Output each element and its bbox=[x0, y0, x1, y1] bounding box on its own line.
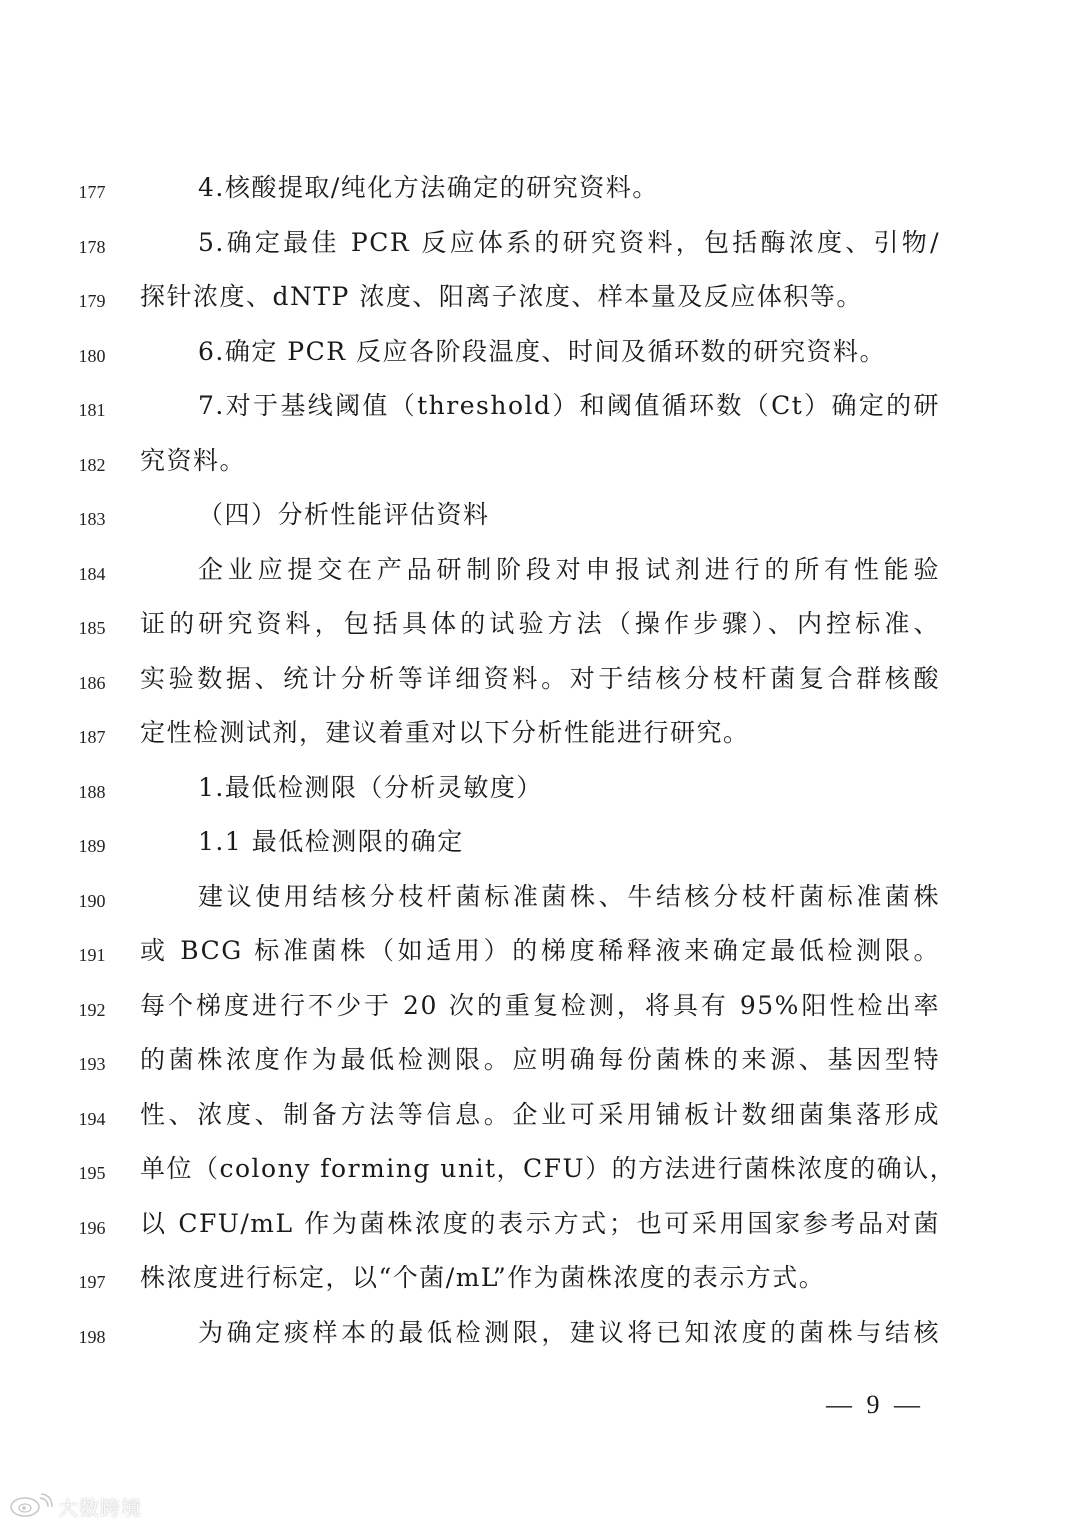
line-number: 190 bbox=[78, 891, 106, 911]
line-text: 1.最低检测限（分析灵敏度） bbox=[198, 773, 543, 802]
document-line bbox=[0, 548, 1080, 602]
document-line bbox=[0, 711, 1080, 765]
line-text: 单位（colony forming unit，CFU）的方法进行菌株浓度的确认， bbox=[140, 1154, 957, 1183]
line-text: 性、浓度、制备方法等信息。企业可采用铺板计数细菌集落形成 bbox=[140, 1100, 940, 1129]
line-number: 192 bbox=[78, 1000, 106, 1020]
document-line bbox=[0, 1038, 1080, 1092]
document-line bbox=[0, 602, 1080, 656]
document-line bbox=[0, 439, 1080, 493]
line-number: 180 bbox=[78, 346, 106, 366]
line-number: 187 bbox=[78, 727, 106, 747]
line-text: 定性检测试剂，建议着重对以下分析性能进行研究。 bbox=[140, 718, 750, 747]
line-number: 178 bbox=[78, 237, 106, 257]
line-number: 183 bbox=[78, 509, 106, 529]
line-number: 193 bbox=[78, 1054, 106, 1074]
document-line bbox=[0, 820, 1080, 874]
line-text: 7.对于基线阈值（threshold）和阈值循环数（Ct）确定的研 bbox=[198, 391, 940, 420]
line-text: 5.确定最佳 PCR 反应体系的研究资料，包括酶浓度、引物/ bbox=[198, 228, 940, 257]
line-number: 184 bbox=[78, 564, 106, 584]
document-line bbox=[0, 1311, 1080, 1365]
document-line bbox=[0, 493, 1080, 547]
line-text: 每个梯度进行不少于 20 次的重复检测，将具有 95%阳性检出率 bbox=[140, 991, 940, 1020]
line-text: 1.1 最低检测限的确定 bbox=[198, 827, 464, 856]
document-line bbox=[0, 330, 1080, 384]
line-number: 188 bbox=[78, 782, 106, 802]
document-line bbox=[0, 657, 1080, 711]
line-number: 195 bbox=[78, 1163, 106, 1183]
line-text: 建议使用结核分枝杆菌标准菌株、牛结核分枝杆菌标准菌株 bbox=[198, 882, 940, 911]
line-number: 198 bbox=[78, 1327, 106, 1347]
line-number: 179 bbox=[78, 291, 106, 311]
watermark-text: 大数跨境 bbox=[58, 1496, 142, 1520]
watermark bbox=[8, 1490, 168, 1520]
document-line bbox=[0, 384, 1080, 438]
line-text: 株浓度进行标定，以“个菌/mL”作为菌株浓度的表示方式。 bbox=[140, 1263, 826, 1292]
line-number: 177 bbox=[78, 182, 106, 202]
document-line bbox=[0, 766, 1080, 820]
line-text: 或 BCG 标准菌株（如适用）的梯度稀释液来确定最低检测限。 bbox=[140, 936, 940, 965]
document-line bbox=[0, 1202, 1080, 1256]
line-number: 182 bbox=[78, 455, 106, 475]
line-text: 究资料。 bbox=[140, 446, 247, 475]
weibo-logo-icon bbox=[8, 1492, 54, 1518]
document-line bbox=[0, 1147, 1080, 1201]
document-line bbox=[0, 221, 1080, 275]
line-number: 197 bbox=[78, 1272, 106, 1292]
line-number: 196 bbox=[78, 1218, 106, 1238]
line-number: 191 bbox=[78, 945, 106, 965]
line-number: 194 bbox=[78, 1109, 106, 1129]
line-text: 探针浓度、dNTP 浓度、阳离子浓度、样本量及反应体积等。 bbox=[140, 282, 863, 311]
line-number: 186 bbox=[78, 673, 106, 693]
page-number: — 9 — bbox=[826, 1390, 924, 1419]
line-number: 185 bbox=[78, 618, 106, 638]
line-text: 6.确定 PCR 反应各阶段温度、时间及循环数的研究资料。 bbox=[198, 337, 887, 366]
document-line bbox=[0, 929, 1080, 983]
line-number: 181 bbox=[78, 400, 106, 420]
document-line bbox=[0, 1256, 1080, 1310]
line-text: 证的研究资料，包括具体的试验方法（操作步骤）、内控标准、 bbox=[140, 609, 940, 638]
line-text: 为确定痰样本的最低检测限，建议将已知浓度的菌株与结核 bbox=[198, 1318, 940, 1347]
document-line bbox=[0, 166, 1080, 220]
document-line bbox=[0, 875, 1080, 929]
document-line bbox=[0, 1093, 1080, 1147]
document-line bbox=[0, 275, 1080, 329]
line-text: 的菌株浓度作为最低检测限。应明确每份菌株的来源、基因型特 bbox=[140, 1045, 940, 1074]
document-line bbox=[0, 984, 1080, 1038]
line-text: 4.核酸提取/纯化方法确定的研究资料。 bbox=[198, 173, 659, 202]
section-heading: （四）分析性能评估资料 bbox=[198, 500, 490, 529]
line-text: 以 CFU/mL 作为菌株浓度的表示方式；也可采用国家参考品对菌 bbox=[140, 1209, 940, 1238]
line-text: 实验数据、统计分析等详细资料。对于结核分枝杆菌复合群核酸 bbox=[140, 664, 940, 693]
line-number: 189 bbox=[78, 836, 106, 856]
line-text: 企业应提交在产品研制阶段对申报试剂进行的所有性能验 bbox=[198, 555, 940, 584]
